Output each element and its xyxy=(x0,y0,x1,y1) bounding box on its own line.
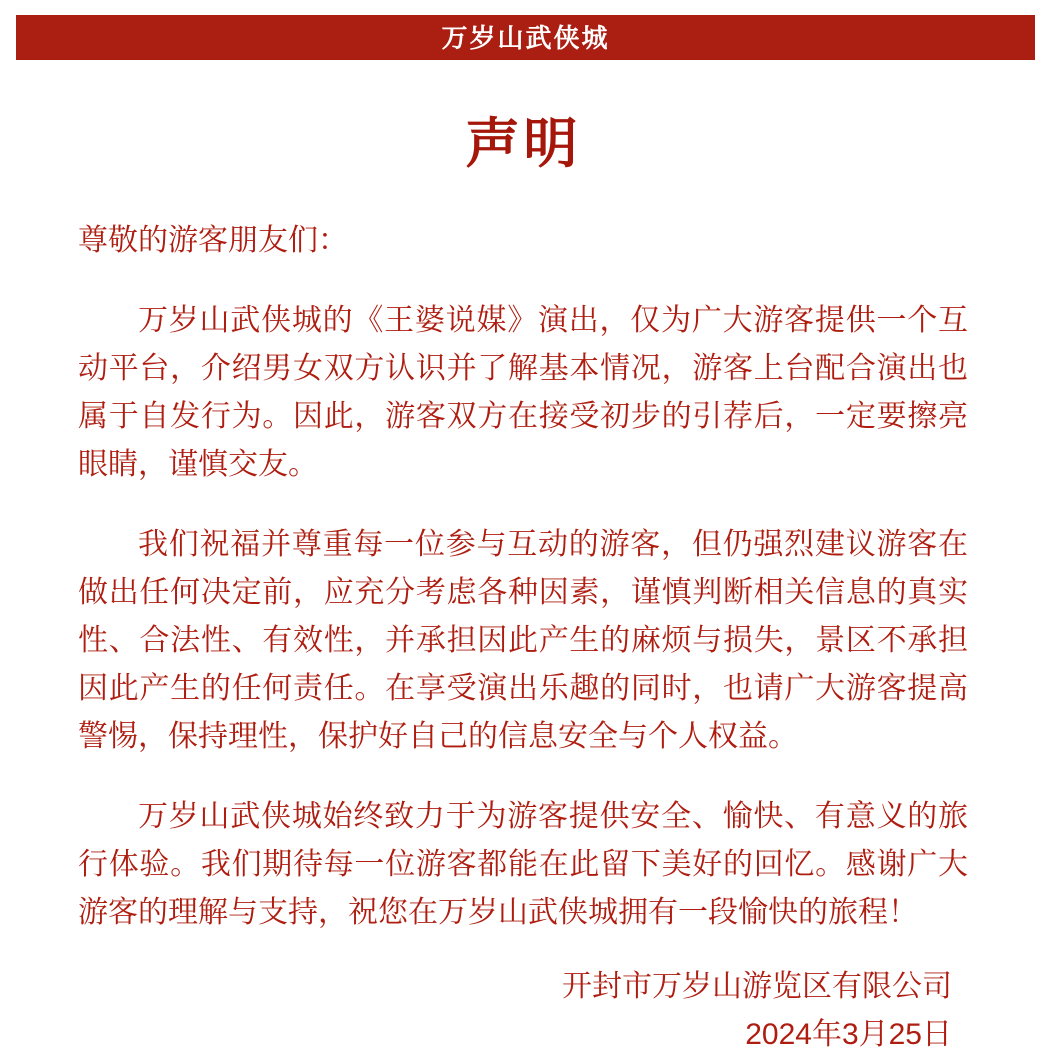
header-bar xyxy=(16,15,1035,60)
statement-page xyxy=(0,15,1047,1051)
paragraph-1: 万岁山武侠城的《王婆说媒》演出，仅为广大游客提供一个互动平台，介绍男女双方认识并了解基本情况，游客上台配合演出也属于自发行为。因此，游客双方在接受初步的引荐后，一定要擦亮眼睛，谨慎交友。 xyxy=(78,304,968,481)
signature-block xyxy=(78,963,952,1059)
signature-company: 开封市万岁山游览区有限公司 xyxy=(562,970,952,1003)
paragraph-2: 我们祝福并尊重每一位参与互动的游客，但仍强烈建议游客在做出任何决定前，应充分考虑各种因素，谨慎判断相关信息的真实性、合法性、有效性，并承担因此产生的麻烦与损失，景区不承担因此产生的任何责任。在享受演出乐趣的同时，也请广大游客提高警惕，保持理性，保护好自己的信息安全与个人权益。 xyxy=(78,528,968,753)
header-title: 万岁山武侠城 xyxy=(441,22,610,53)
greeting-line: 尊敬的游客朋友们： xyxy=(78,224,348,257)
paragraph-3: 万岁山武侠城始终致力于为游客提供安全、愉快、有意义的旅行体验。我们期待每一位游客都能在此留下美好的回忆。感谢广大游客的理解与支持，祝您在万岁山武侠城拥有一段愉快的旅程！ xyxy=(78,800,968,929)
signature-date: 2024年3月25日 xyxy=(745,1018,952,1051)
document-body xyxy=(78,217,968,1059)
page-title: 声明 xyxy=(465,114,582,174)
